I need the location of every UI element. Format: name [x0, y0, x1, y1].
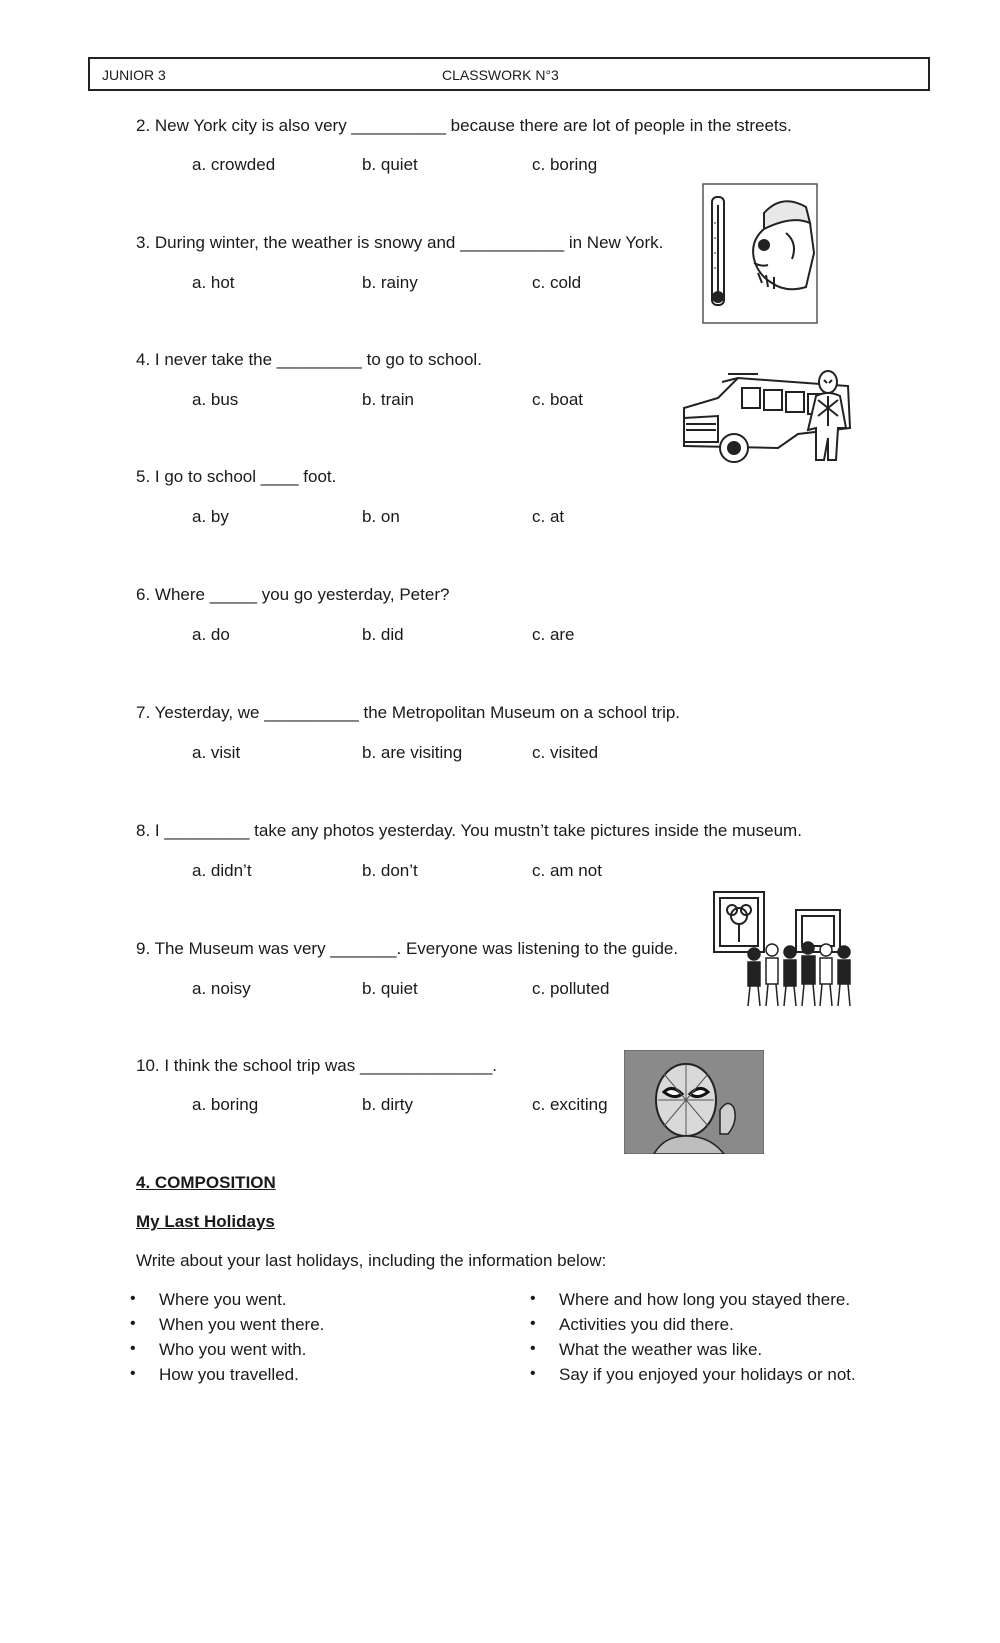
question-10-options — [192, 1095, 692, 1117]
question-7: 7. Yesterday, we __________ the Metropolitan Museum on a school trip. — [136, 703, 681, 722]
list-item: • How you travelled. — [130, 1365, 324, 1390]
list-item: • Where you went. — [130, 1290, 324, 1315]
museum-visitors-illustration — [710, 890, 860, 1008]
option-c[interactable]: c. polluted — [532, 979, 610, 998]
option-b[interactable]: b. on — [362, 507, 400, 526]
question-2: 2. New York city is also very __________ because there are lot of people in the streets. — [136, 116, 792, 135]
option-b[interactable]: b. did — [362, 625, 404, 644]
question-8-options — [192, 861, 692, 883]
question-7-options — [192, 743, 692, 765]
option-b[interactable]: b. quiet — [362, 155, 418, 174]
painting-icon — [714, 892, 840, 952]
option-b[interactable]: b. don’t — [362, 861, 418, 880]
option-b[interactable]: b. dirty — [362, 1095, 414, 1114]
question-2-options — [192, 155, 692, 177]
cold-weather-illustration — [702, 183, 818, 324]
option-b[interactable]: b. quiet — [362, 979, 418, 998]
question-3-options — [192, 273, 692, 295]
question-6: 6. Where _____ you go yesterday, Peter? — [136, 585, 450, 604]
list-item: • Activities you did there. — [530, 1315, 856, 1340]
option-a[interactable]: a. didn’t — [192, 861, 252, 880]
thermometer-icon — [712, 197, 724, 305]
option-a[interactable]: a. bus — [192, 390, 239, 409]
option-a[interactable]: a. visit — [192, 743, 241, 762]
option-a[interactable]: a. hot — [192, 273, 235, 292]
question-5: 5. I go to school ____ foot. — [136, 467, 337, 486]
list-item: • Say if you enjoyed your holidays or not. — [530, 1365, 856, 1390]
spider-man-photo — [624, 1050, 764, 1154]
question-5-options — [192, 507, 692, 529]
list-item: • Who you went with. — [130, 1340, 324, 1365]
option-c[interactable]: c. cold — [532, 273, 582, 292]
option-a[interactable]: a. noisy — [192, 979, 251, 998]
option-c[interactable]: c. visited — [532, 743, 599, 762]
option-a[interactable]: a. crowded — [192, 155, 276, 174]
option-c[interactable]: c. boat — [532, 390, 584, 409]
question-4-options — [192, 390, 692, 412]
option-a[interactable]: a. by — [192, 507, 229, 526]
option-c[interactable]: c. are — [532, 625, 575, 644]
info-list-right — [530, 1290, 856, 1390]
option-c[interactable]: c. at — [532, 507, 565, 526]
worksheet-header — [88, 57, 930, 91]
option-c[interactable]: c. am not — [532, 861, 602, 880]
question-9-options — [192, 979, 692, 1001]
option-a[interactable]: a. do — [192, 625, 230, 644]
composition-subheading: My Last Holidays — [136, 1212, 275, 1231]
option-b[interactable]: b. rainy — [362, 273, 418, 292]
question-6-options — [192, 625, 692, 647]
option-a[interactable]: a. boring — [192, 1095, 259, 1114]
question-8: 8. I _________ take any photos yesterday. You mustn’t take pictures inside the museum. — [136, 821, 802, 840]
level-label: JUNIOR 3 — [102, 67, 166, 83]
worksheet-title: CLASSWORK N°3 — [442, 67, 559, 83]
option-b[interactable]: b. train — [362, 390, 414, 409]
school-bus-illustration — [678, 368, 860, 468]
option-c[interactable]: c. boring — [532, 155, 598, 174]
list-item: • Where and how long you stayed there. — [530, 1290, 856, 1315]
composition-instruction: Write about your last holidays, including the information below: — [136, 1251, 607, 1270]
question-10: 10. I think the school trip was ______________. — [136, 1056, 498, 1075]
question-4: 4. I never take the _________ to go to school. — [136, 350, 482, 369]
list-item: • What the weather was like. — [530, 1340, 856, 1365]
option-c[interactable]: c. exciting — [532, 1095, 608, 1114]
info-list-left — [130, 1290, 324, 1390]
composition-heading: 4. COMPOSITION — [136, 1173, 276, 1192]
question-9: 9. The Museum was very _______. Everyone was listening to the guide. — [136, 939, 679, 958]
list-item: • When you went there. — [130, 1315, 324, 1340]
option-b[interactable]: b. are visiting — [362, 743, 463, 762]
question-3: 3. During winter, the weather is snowy and ___________ in New York. — [136, 233, 664, 252]
